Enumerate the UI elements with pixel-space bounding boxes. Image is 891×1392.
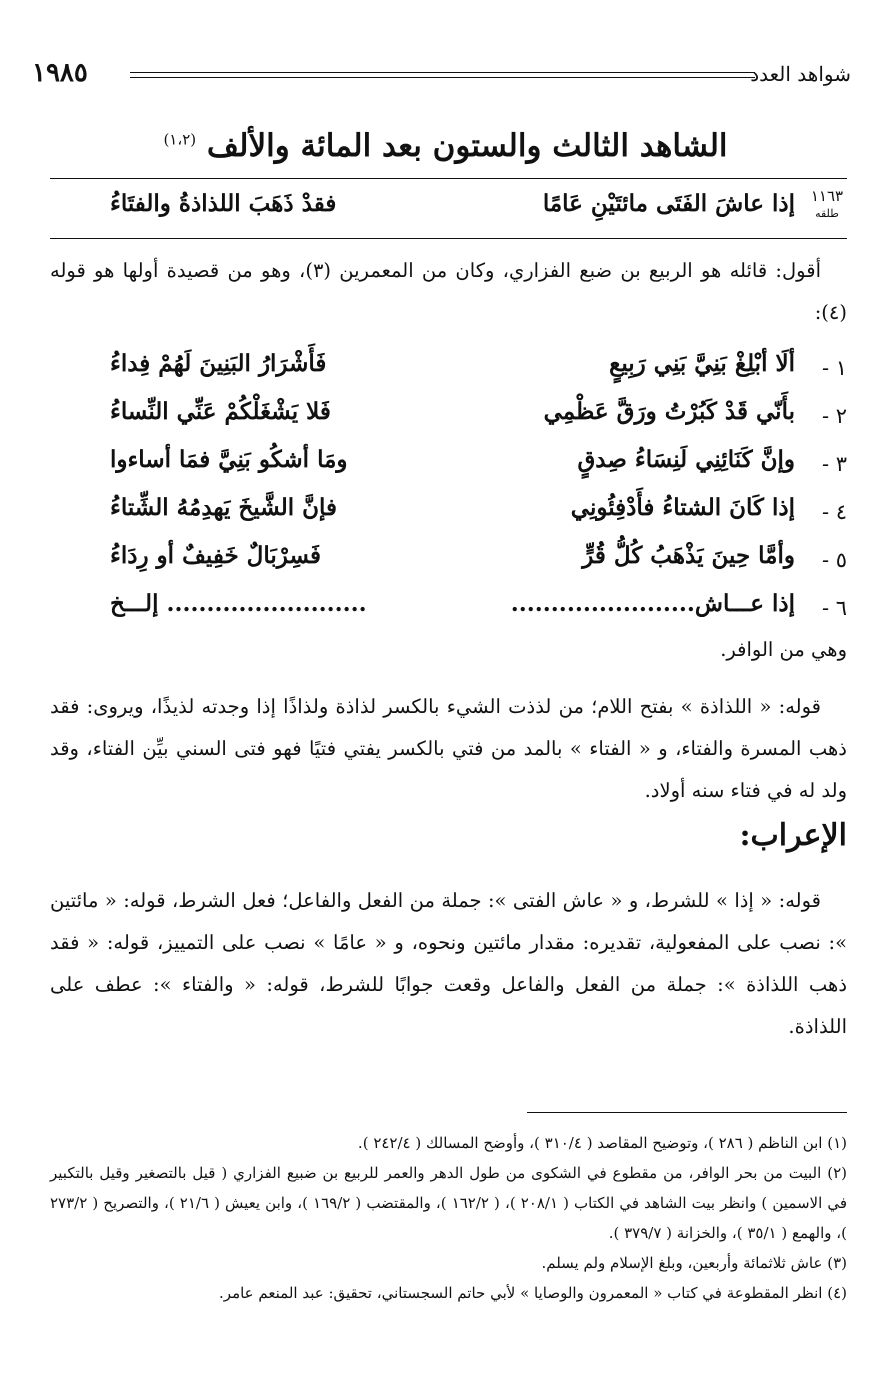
verse-second-hemistich: فَلا يَشْغَلْكُمْ عَنِّي النِّساءُ: [110, 398, 331, 425]
verse-second-hemistich: فَأَشْرَارُ البَنِينَ لَهُمْ فِداءُ: [110, 350, 327, 377]
page-title-text: الشاهد الثالث والستون بعد المائة والألف: [206, 128, 728, 164]
verse-number: ٢ -: [821, 404, 847, 428]
verse-second-hemistich: ومَا أشكُو بَنِيَّ فمَا أساءوا: [110, 446, 348, 473]
header-double-rule: [130, 72, 755, 78]
page-number: ١٩٨٥: [32, 58, 88, 88]
verse-second-hemistich: ......................... إلـــخ: [110, 590, 367, 617]
footnotes: [50, 1128, 847, 1308]
verse-first-hemistich: إذا كَانَ الشتاءُ فأَدْفِئُونِي: [570, 494, 795, 521]
poem-verse: [0, 542, 891, 588]
meter-note: وهي من الوافر.: [720, 638, 847, 661]
footnote: (٣) عاش ثلاثمائة وأربعين، وبلغ الإسلام ولم يسلم.: [541, 1254, 847, 1272]
verse-number: ٤ -: [821, 500, 847, 524]
verse-number: ١ -: [821, 356, 847, 380]
footnote-separator: [527, 1112, 847, 1113]
verse-number: ٦ -: [821, 596, 847, 620]
commentary-paragraph: قوله: « اللذاذة » بفتح اللام؛ من لذذت الشيء بالكسر لذاذة ولذاذًا إذا وجدته لذيذًا، ويروى: فقد ذهب المسرة والفتاء، و « الفتاء » بالمد من فتي بالكسر يفتي فتيًا فهو فتى السني بيِّن الفتاء، وقد ولد له في فتاء سنه أولاد.: [50, 695, 847, 802]
poem-verse: [0, 398, 891, 444]
irab-paragraph: قوله: « إذا » للشرط، و « عاش الفتى »: جملة من الفعل والفاعل؛ فعل الشرط، قوله: « مائتين »: نصب على المفعولية، تقديره: مقدار مائتين ونحوه، و « عامًا » نصب على التمييز، قوله: « فقد ذهب اللذاذة »: جملة من الفعل والفاعل وقعت جوابًا للشرط، قوله: « والفتاء »: عطف على اللذاذة.: [50, 889, 847, 1038]
shahid-number-value: ١١٦٣: [810, 187, 844, 205]
shahid-bottom-rule: [50, 238, 847, 239]
verse-number: ٥ -: [821, 548, 847, 572]
poem-verse: [0, 590, 891, 636]
verse-first-hemistich: وإنَّ كَنَائِنِي لَنِسَاءُ صِدقٍ: [577, 446, 795, 473]
poem-verse: [0, 494, 891, 540]
verse-first-hemistich: إذا عـــاش.......................: [510, 590, 795, 617]
shahid-number-tail: طلقه: [815, 207, 839, 220]
footnote-ref: (١،٢): [163, 130, 197, 149]
verse-first-hemistich: بأَنّي قَدْ كَبُرْتُ ورَقَّ عَظْمِي: [543, 398, 795, 425]
verse-second-hemistich: فإنَّ الشَّيخَ يَهدِمُهُ الشِّتاءُ: [110, 494, 338, 521]
shahid-top-rule: [50, 178, 847, 179]
shahid-number: [807, 188, 847, 222]
shahid-first-hemistich: إذا عاشَ الفَتَى مائتَيْنِ عَامًا: [542, 190, 795, 217]
verse-first-hemistich: وأمَّا حِينَ يَذْهَبُ كُلُّ قُرٍّ: [582, 542, 795, 569]
page-title: [0, 128, 891, 164]
irab-heading: الإعراب:: [739, 818, 847, 853]
footnote: (١) ابن الناظم ( ٢٨٦ )، وتوضيح المقاصد ( ٣١٠/٤ )، وأوضح المسالك ( ٢٤٢/٤ ).: [357, 1134, 847, 1152]
footnote: (٤) انظر المقطوعة في كتاب « المعمرون والوصايا » لأبي حاتم السجستاني، تحقيق: عبد المنعم عامر.: [219, 1284, 847, 1302]
poem-verse: [0, 446, 891, 492]
verse-second-hemistich: فَسِرْبَالٌ خَفِيفٌ أو رِدَاءُ: [110, 542, 321, 569]
verse-number: ٣ -: [821, 452, 847, 476]
running-header-title: شواهد العدد: [750, 62, 851, 86]
footnote: (٢) البيت من بحر الوافر، من مقطوع في الشكوى من طول الدهر والعمر للربيع بن ضبيع الفزاري ( قيل بالتصغير وقيل بالتكبير في الاسمين ) وانظر بيت الشاهد في الكتاب ( ٢٠٨/١ )، ( ١٦٢/٢ )، والمقتضب ( ١٦٩/٢ )، وابن يعيش ( ٢١/٦ )، والتصريح ( ٢٧٣/٢ )، والهمع ( ٣٥/١ )، والخزانة ( ٣٧٩/٧ ).: [50, 1164, 847, 1242]
running-header: [32, 58, 851, 94]
shahid-second-hemistich: فقدْ ذَهَبَ اللذاذةُ والفتَاءُ: [110, 190, 337, 217]
poem-verse: [0, 350, 891, 396]
intro-paragraph: أقول: قائله هو الربيع بن ضبع الفزاري، وكان من المعمرين (٣)، وهو من قصيدة أولها هو قوله (٤):: [50, 259, 847, 324]
verse-first-hemistich: ألَا أبْلِغْ بَنِيَّ بَنِي رَبِيعٍ: [609, 350, 795, 377]
